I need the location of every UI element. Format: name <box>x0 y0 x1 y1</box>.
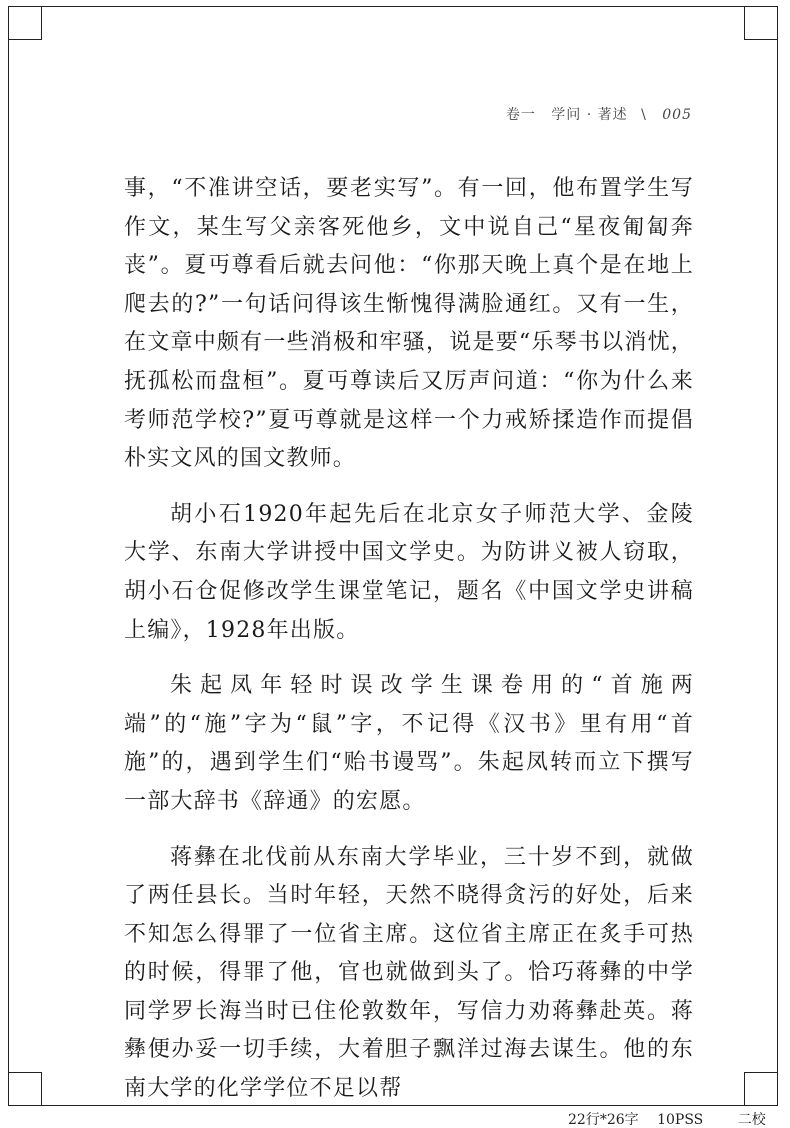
crop-mark-top-right <box>744 6 778 40</box>
crop-mark-bottom-right <box>744 1072 778 1106</box>
proof-footer <box>568 1109 780 1128</box>
paragraph-jiang-yi: 蒋彝在北伐前从东南大学毕业，三十岁不到，就做了两任县长。当时年轻，天然不晓得贪污的好处，后来不知怎么得罪了一位省主席。这位省主席正在炙手可热的时候，得罪了他，官也就做到头了。恰巧蒋彝的中学同学罗长海当时已住伦敦数年，写信力劝蒋彝赴英。蒋彝便办妥一切手续，大着胆子飘洋过海去谋生。他的东南大学的化学学位不足以帮 <box>124 844 694 1102</box>
footer-proof: 二校 <box>737 1112 766 1128</box>
running-head-volume: 卷一 <box>505 107 536 123</box>
running-head-section: 学问 · 著述 <box>551 107 628 123</box>
page-number: 005 <box>662 107 692 123</box>
crop-mark-top-left <box>8 6 42 40</box>
running-head-separator: \ <box>641 107 647 123</box>
paragraph-zhu-qifeng: 朱起凤年轻时误改学生课卷用的“首施两端”的“施”字为“鼠”字，不记得《汉书》里有用“首施”的，遇到学生们“贻书谩骂”。朱起凤转而立下撰写一部大辞书《辞通》的宏愿。 <box>124 673 694 814</box>
paragraph-continued: 事，“不准讲空话，要老实写”。有一回，他布置学生写作文，某生写父亲客死他乡，文中说自己“星夜匍匐奔丧”。夏丏尊看后就去问他：“你那天晚上真个是在地上爬去的?”一句话问得该生惭愧得满脸通红。又有一生，在文章中颇有一些消极和牢骚，说是要“乐琴书以消忧，抚孤松而盘桓”。夏丏尊读后又厉声问道：“你为什么来考师范学校?”夏丏尊就是这样一个力戒矫揉造作而提倡朴实文风的国文教师。 <box>124 176 694 472</box>
paragraph-hu-xiaoshi: 胡小石1920年起先后在北京女子师范大学、金陵大学、东南大学讲授中国文学史。为防讲义被人窃取，胡小石仓促修改学生课堂笔记，题名《中国文学史讲稿上编》，1928年出版。 <box>124 501 694 643</box>
footer-format: 10PSS <box>657 1112 704 1128</box>
running-head <box>506 104 692 124</box>
crop-mark-bottom-left <box>8 1072 42 1106</box>
body-text <box>124 170 694 1126</box>
footer-layout: 22行*26字 <box>568 1112 639 1128</box>
